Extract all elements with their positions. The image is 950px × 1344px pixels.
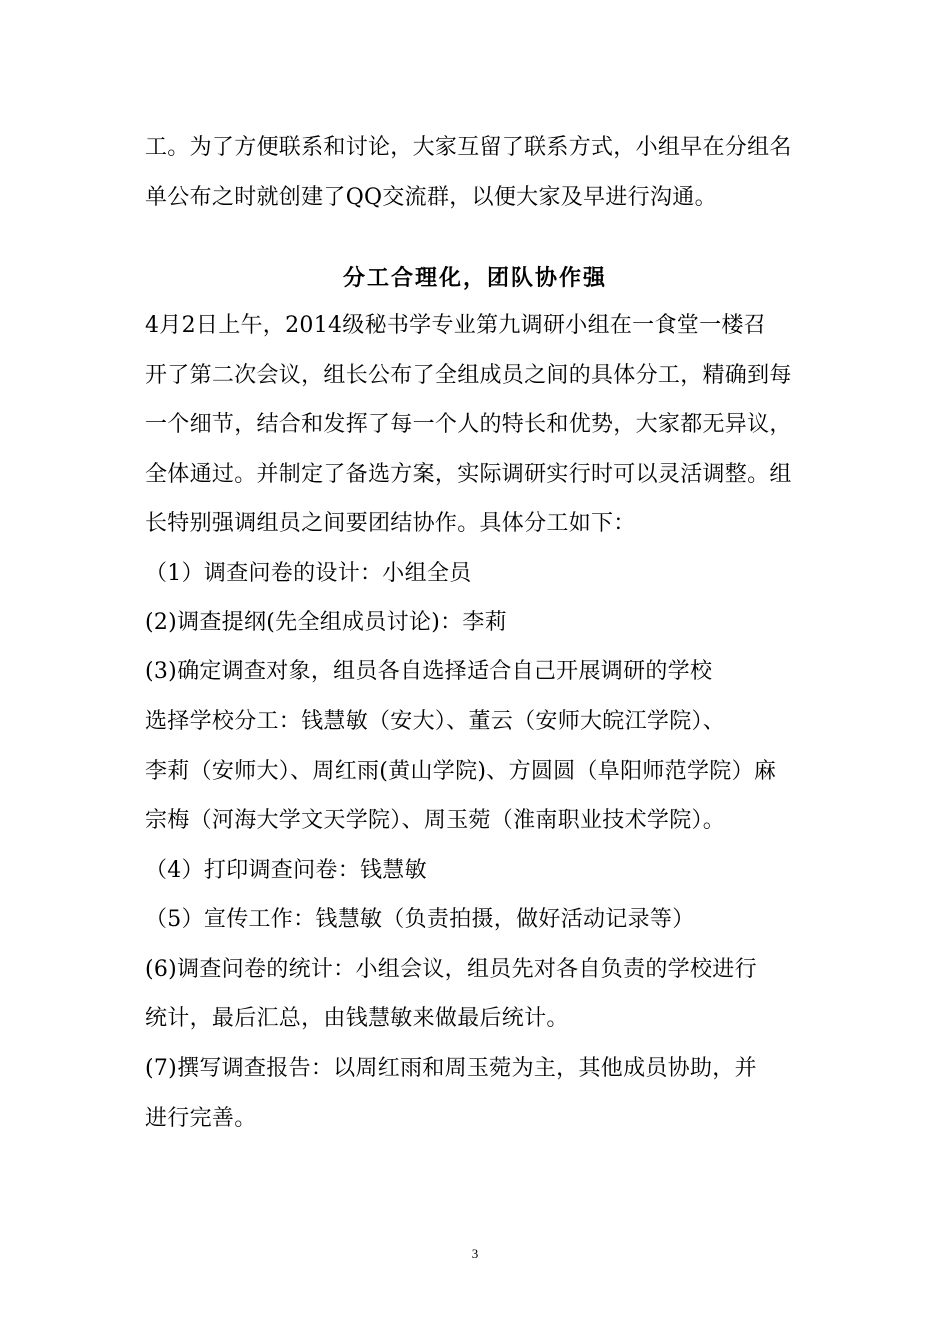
task-item-5: （5）宣传工作：钱慧敏（负责拍摄，做好活动记录等） — [145, 907, 695, 932]
task-item-6-line-1: (6)调查问卷的统计：小组会议，组员先对各自负责的学校进行 — [145, 957, 757, 982]
intro-line-1: 工。为了方便联系和讨论，大家互留了联系方式，小组早在分组名 — [145, 135, 792, 160]
body-line-4: 全体通过。并制定了备选方案，实际调研实行时可以灵活调整。组 — [145, 462, 792, 487]
page-number: 3 — [471, 1246, 479, 1261]
task-item-2: (2)调查提纲(先全组成员讨论)：李莉 — [145, 610, 508, 635]
body-line-2: 开了第二次会议，组长公布了全组成员之间的具体分工，精确到每 — [145, 363, 792, 388]
task-item-1: （1）调查问卷的设计：小组全员 — [145, 561, 472, 586]
task-item-3: (3)确定调查对象，组员各自选择适合自己开展调研的学校 — [145, 659, 713, 684]
school-assignment-line-3: 宗梅（河海大学文天学院）、周玉菀（淮南职业技术学院）。 — [145, 808, 726, 833]
task-item-7-line-1: (7)撰写调查报告：以周红雨和周玉菀为主，其他成员协助，并 — [145, 1056, 757, 1081]
task-item-7-line-2: 进行完善。 — [145, 1106, 257, 1131]
section-heading: 分工合理化，团队协作强 — [342, 265, 607, 291]
task-item-4: （4）打印调查问卷：钱慧敏 — [145, 858, 427, 883]
intro-line-2: 单公布之时就创建了QQ交流群，以便大家及早进行沟通。 — [145, 185, 717, 210]
body-line-3: 一个细节，结合和发挥了每一个人的特长和优势，大家都无异议， — [145, 412, 792, 437]
task-item-6-line-2: 统计，最后汇总，由钱慧敏来做最后统计。 — [145, 1006, 569, 1031]
body-line-5: 长特别强调组员之间要团结协作。具体分工如下： — [145, 511, 636, 536]
school-assignment-line-1: 选择学校分工：钱慧敏（安大）、董云（安师大皖江学院）、 — [145, 709, 726, 734]
body-line-1: 4月2日上午，2014级秘书学专业第九调研小组在一食堂一楼召 — [145, 313, 766, 338]
school-assignment-line-2: 李莉（安师大）、周红雨(黄山学院)、方圆圆（阜阳师范学院）麻 — [145, 759, 777, 784]
